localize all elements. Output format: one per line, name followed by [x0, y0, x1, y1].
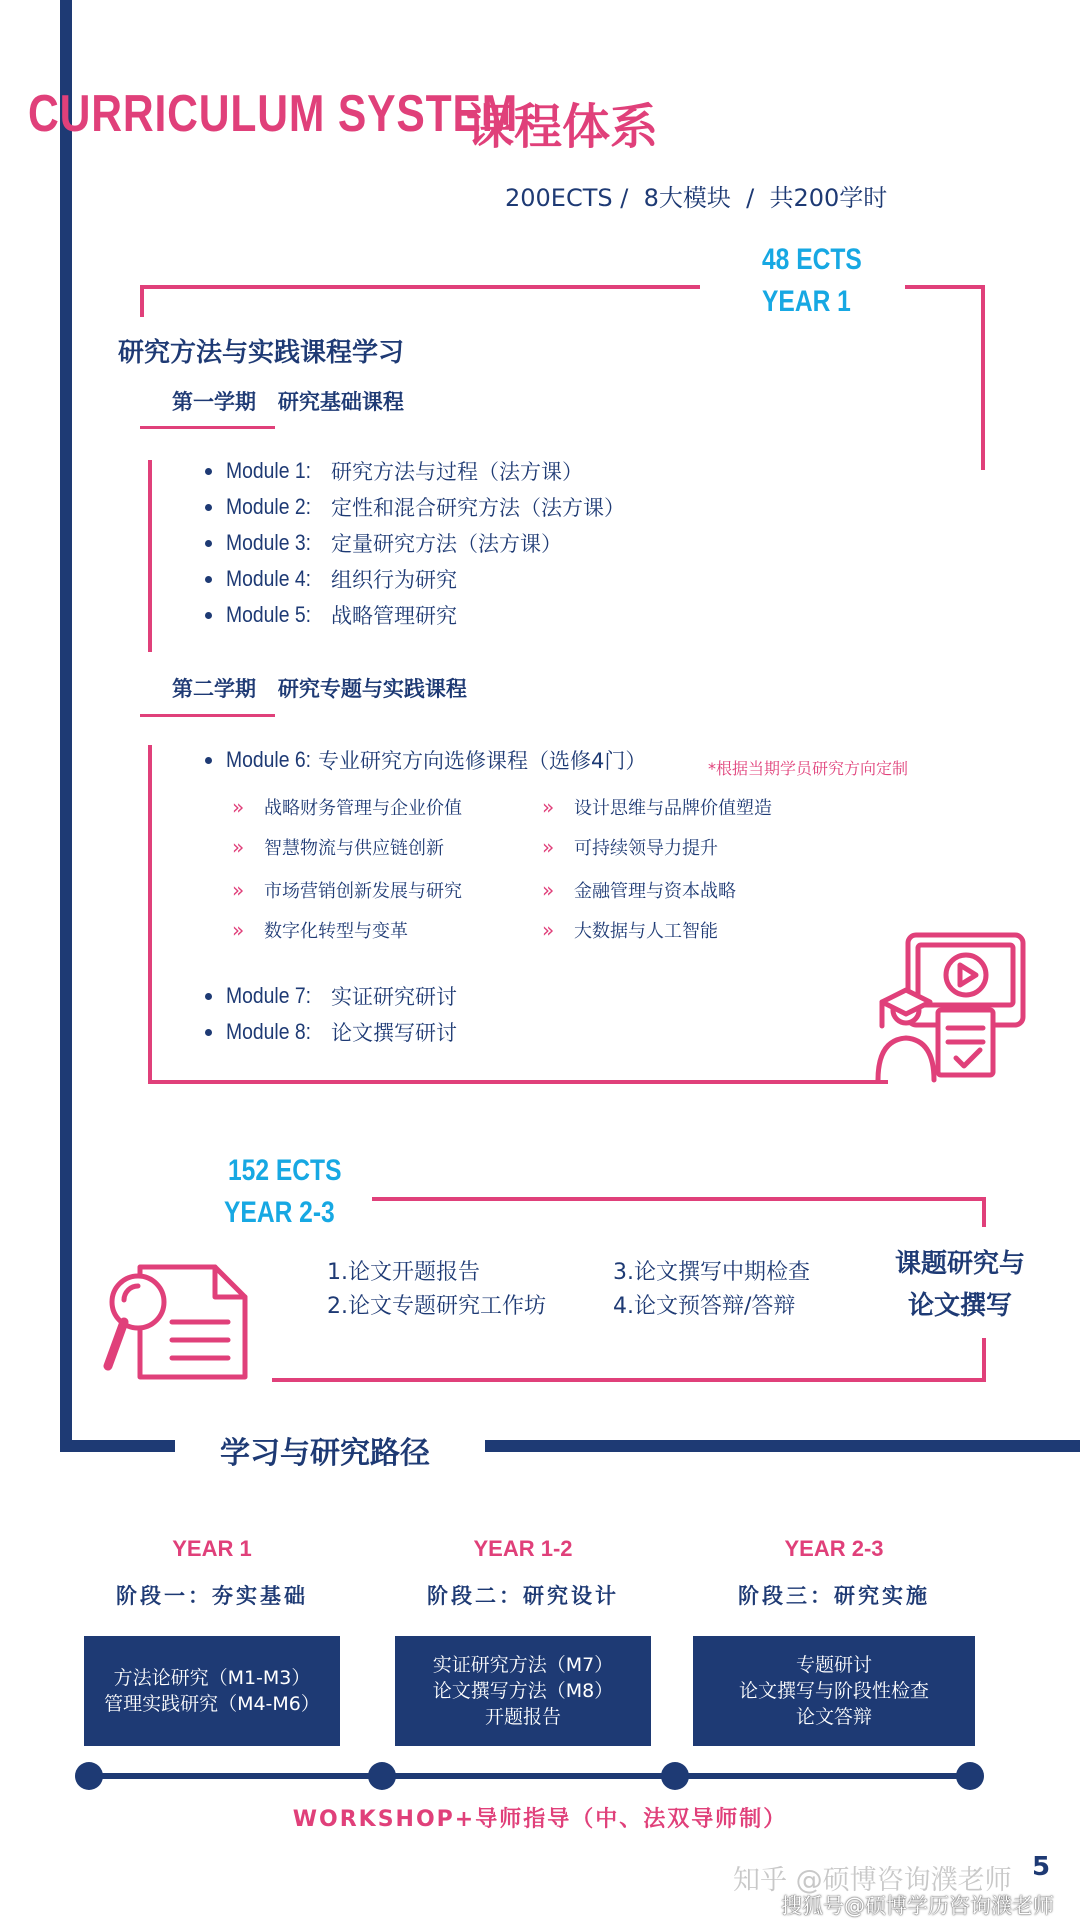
- list-item: Module 2: 定性和混合研究方法（法方课）: [205, 489, 625, 525]
- electives-left: [232, 787, 462, 950]
- year23-items-right: [613, 1256, 810, 1324]
- year23-side-title: 课题研究与 论文撰写: [894, 1249, 1025, 1321]
- chevron-right-icon: »: [232, 835, 245, 859]
- year1-year: YEAR 1: [762, 285, 851, 318]
- list-item: Module 8: 论文撰写研讨: [205, 1014, 457, 1050]
- path-footer: WORKSHOP+导师指导（中、法双导师制）: [292, 1807, 788, 1832]
- year23-box-right-top: [982, 1197, 986, 1227]
- stage3-box: 专题研讨 论文撰写与阶段性检查 论文答辩: [693, 1636, 975, 1746]
- path-title: 学习与研究路径: [220, 1436, 430, 1471]
- year1-box-top-left: [140, 285, 700, 289]
- bullet-icon: [205, 540, 212, 547]
- left-frame-line: [60, 0, 72, 1452]
- list-item: Module 5: 战略管理研究: [205, 597, 625, 633]
- stage3-year: YEAR 2-3: [784, 1536, 884, 1561]
- module6-row: Module 6: 专业研究方向选修课程（选修4门）: [205, 742, 646, 778]
- timeline-dot: [661, 1762, 689, 1790]
- semester2-underline: [140, 714, 275, 717]
- list-item: » 战略财务管理与企业价值: [232, 795, 462, 819]
- list-item: Module 7: 实证研究研讨: [205, 978, 457, 1014]
- page-number: 5: [1032, 1852, 1051, 1882]
- semester2-box-bottom: [148, 1080, 888, 1084]
- year1-ects: 48 ECTS: [762, 243, 862, 276]
- list-item: » 数字化转型与变革: [232, 918, 408, 942]
- bottom-frame-line-right: [485, 1440, 1080, 1452]
- list-item: » 大数据与人工智能: [542, 918, 718, 942]
- timeline-dot: [368, 1762, 396, 1790]
- list-item: » 可持续领导力提升: [542, 835, 718, 859]
- list-item: » 金融管理与资本战略: [542, 878, 736, 902]
- chevron-right-icon: »: [542, 835, 555, 859]
- stage1-box: 方法论研究（M1-M3） 管理实践研究（M4-M6）: [84, 1636, 340, 1746]
- year23-box-right-bottom: [982, 1338, 986, 1382]
- bullet-icon: [205, 993, 212, 1000]
- module6-note: *根据当期学员研究方向定制: [708, 759, 909, 778]
- semester2-module-list: [205, 978, 457, 1050]
- list-item: 2.论文专题研究工作坊: [327, 1294, 546, 1319]
- stage3-label: 阶段三：研究实施: [738, 1584, 930, 1608]
- page-title-cn: 课程体系: [466, 99, 659, 155]
- list-item: 1.论文开题报告: [327, 1260, 480, 1285]
- list-item: Module 3: 定量研究方法（法方课）: [205, 525, 625, 561]
- chevron-right-icon: »: [232, 918, 245, 942]
- year23-box-top: [372, 1197, 986, 1201]
- semester1-underline: [140, 426, 275, 429]
- zhihu-watermark: 知乎 @硕博咨询濮老师: [733, 1865, 1012, 1896]
- bullet-icon: [205, 468, 212, 475]
- semester2-box-left: [148, 745, 152, 1083]
- bullet-icon: [205, 1029, 212, 1036]
- timeline-dot: [75, 1762, 103, 1790]
- year1-box-right-side: [981, 285, 985, 470]
- video-lesson-icon: [868, 930, 1028, 1090]
- page-subtitle: 200ECTS / 8大模块 / 共200学时: [505, 184, 888, 212]
- stage2-year: YEAR 1-2: [473, 1536, 573, 1561]
- bullet-icon: [205, 612, 212, 619]
- stage2-label: 阶段二：研究设计: [427, 1584, 619, 1608]
- list-item: » 设计思维与品牌价值塑造: [542, 795, 772, 819]
- bullet-icon: [205, 576, 212, 583]
- timeline-dot: [956, 1762, 984, 1790]
- year23-items-left: [327, 1256, 546, 1324]
- semester1-title: 第一学期 研究基础课程: [172, 390, 404, 414]
- list-item: Module 4: 组织行为研究: [205, 561, 625, 597]
- year23-box-bottom: [272, 1378, 986, 1382]
- list-item: » 智慧物流与供应链创新: [232, 835, 444, 859]
- semester1-side-bar: [148, 460, 152, 652]
- list-item: Module 1: 研究方法与过程（法方课）: [205, 453, 625, 489]
- chevron-right-icon: »: [542, 918, 555, 942]
- document-search-icon: [100, 1262, 260, 1382]
- chevron-right-icon: »: [542, 795, 555, 819]
- stage2-box: 实证研究方法（M7） 论文撰写方法（M8） 开题报告: [395, 1636, 651, 1746]
- chevron-right-icon: »: [232, 878, 245, 902]
- list-item: 3.论文撰写中期检查: [613, 1260, 810, 1285]
- sohu-watermark: 搜狐号@硕博学历咨询濮老师: [781, 1894, 1054, 1918]
- stage1-label: 阶段一：夯实基础: [116, 1584, 308, 1608]
- chevron-right-icon: »: [232, 795, 245, 819]
- year1-section-title: 研究方法与实践课程学习: [118, 338, 405, 368]
- year1-box-left-side: [140, 285, 144, 317]
- year23-ects: 152 ECTS: [228, 1154, 342, 1187]
- year1-box-top-right: [905, 285, 985, 289]
- list-item: » 市场营销创新发展与研究: [232, 878, 462, 902]
- timeline-line: [88, 1773, 970, 1779]
- chevron-right-icon: »: [542, 878, 555, 902]
- bullet-icon: [205, 757, 212, 764]
- electives-right: [542, 787, 772, 950]
- stage1-year: YEAR 1: [172, 1536, 252, 1561]
- semester1-module-list: [205, 453, 625, 633]
- list-item: 4.论文预答辩/答辩: [613, 1294, 796, 1319]
- year23-year: YEAR 2-3: [224, 1196, 335, 1229]
- semester2-title: 第二学期 研究专题与实践课程: [172, 677, 467, 701]
- page-title-en: CURRICULUM SYSTEM: [28, 85, 519, 143]
- bullet-icon: [205, 504, 212, 511]
- bottom-frame-line-left: [60, 1440, 175, 1452]
